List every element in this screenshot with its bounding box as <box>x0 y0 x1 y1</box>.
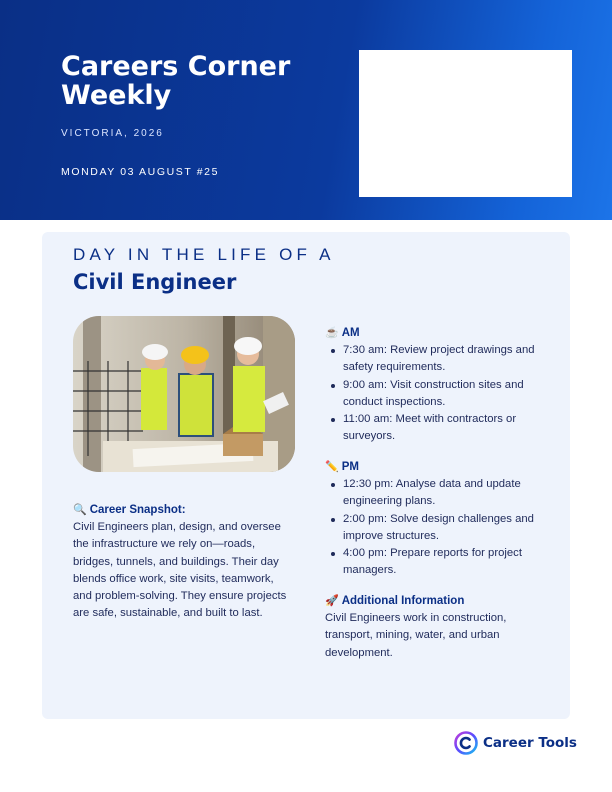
list-item: 2:00 pm: Solve design challenges and improve structures. <box>325 511 557 546</box>
career-tools-brand <box>454 731 577 755</box>
location-label: VICTORIA, 2026 <box>61 128 164 139</box>
issue-date: MONDAY 03 AUGUST #25 <box>61 166 220 178</box>
list-item: 11:00 am: Meet with contractors or surveyors. <box>325 411 557 446</box>
magnifier-icon: 🔍 <box>73 504 87 516</box>
list-item: 9:00 am: Visit construction sites and conduct inspections. <box>325 377 557 412</box>
header-banner <box>0 0 612 220</box>
snapshot-text: Civil Engineers plan, design, and oversee the infrastructure we rely on—roads, bridges, tunnels, and buildings. Their day blends office work, site visits, teamwork, and problem-solving. They ensure projects are safe, sustainable, and built to last. <box>73 521 287 620</box>
feature-headline: Civil Engineer <box>73 270 237 294</box>
list-item: 12:30 pm: Analyse data and update engineering plans. <box>325 476 557 511</box>
am-heading <box>325 326 360 339</box>
pm-heading <box>325 460 359 473</box>
pm-heading-label: PM <box>341 460 359 473</box>
additional-info-heading <box>325 594 464 607</box>
list-item: 4:00 pm: Prepare reports for project managers. <box>325 545 557 580</box>
career-tools-logo-icon <box>454 731 478 755</box>
engineers-photo-illustration <box>73 316 295 472</box>
pencil-icon: ✏️ <box>325 461 339 473</box>
snapshot-heading-label: Career Snapshot: <box>89 503 186 516</box>
rocket-icon: 🚀 <box>325 595 339 607</box>
newsletter-title: Careers Corner Weekly <box>61 51 291 111</box>
snapshot-heading <box>73 503 186 516</box>
list-item: 7:30 am: Review project drawings and safety requirements. <box>325 342 557 377</box>
brand-name: Career Tools <box>483 735 577 751</box>
feature-kicker: DAY IN THE LIFE OF A <box>73 245 335 264</box>
pm-schedule-list <box>325 476 557 580</box>
am-heading-label: AM <box>341 326 360 339</box>
coffee-icon: ☕ <box>325 327 339 339</box>
additional-info-heading-label: Additional Information <box>341 594 465 607</box>
am-schedule-list <box>325 342 557 446</box>
additional-info-text: Civil Engineers work in construction, transport, mining, water, and urban development. <box>325 612 507 659</box>
header-image-placeholder <box>359 50 572 197</box>
engineers-photo <box>73 316 295 472</box>
